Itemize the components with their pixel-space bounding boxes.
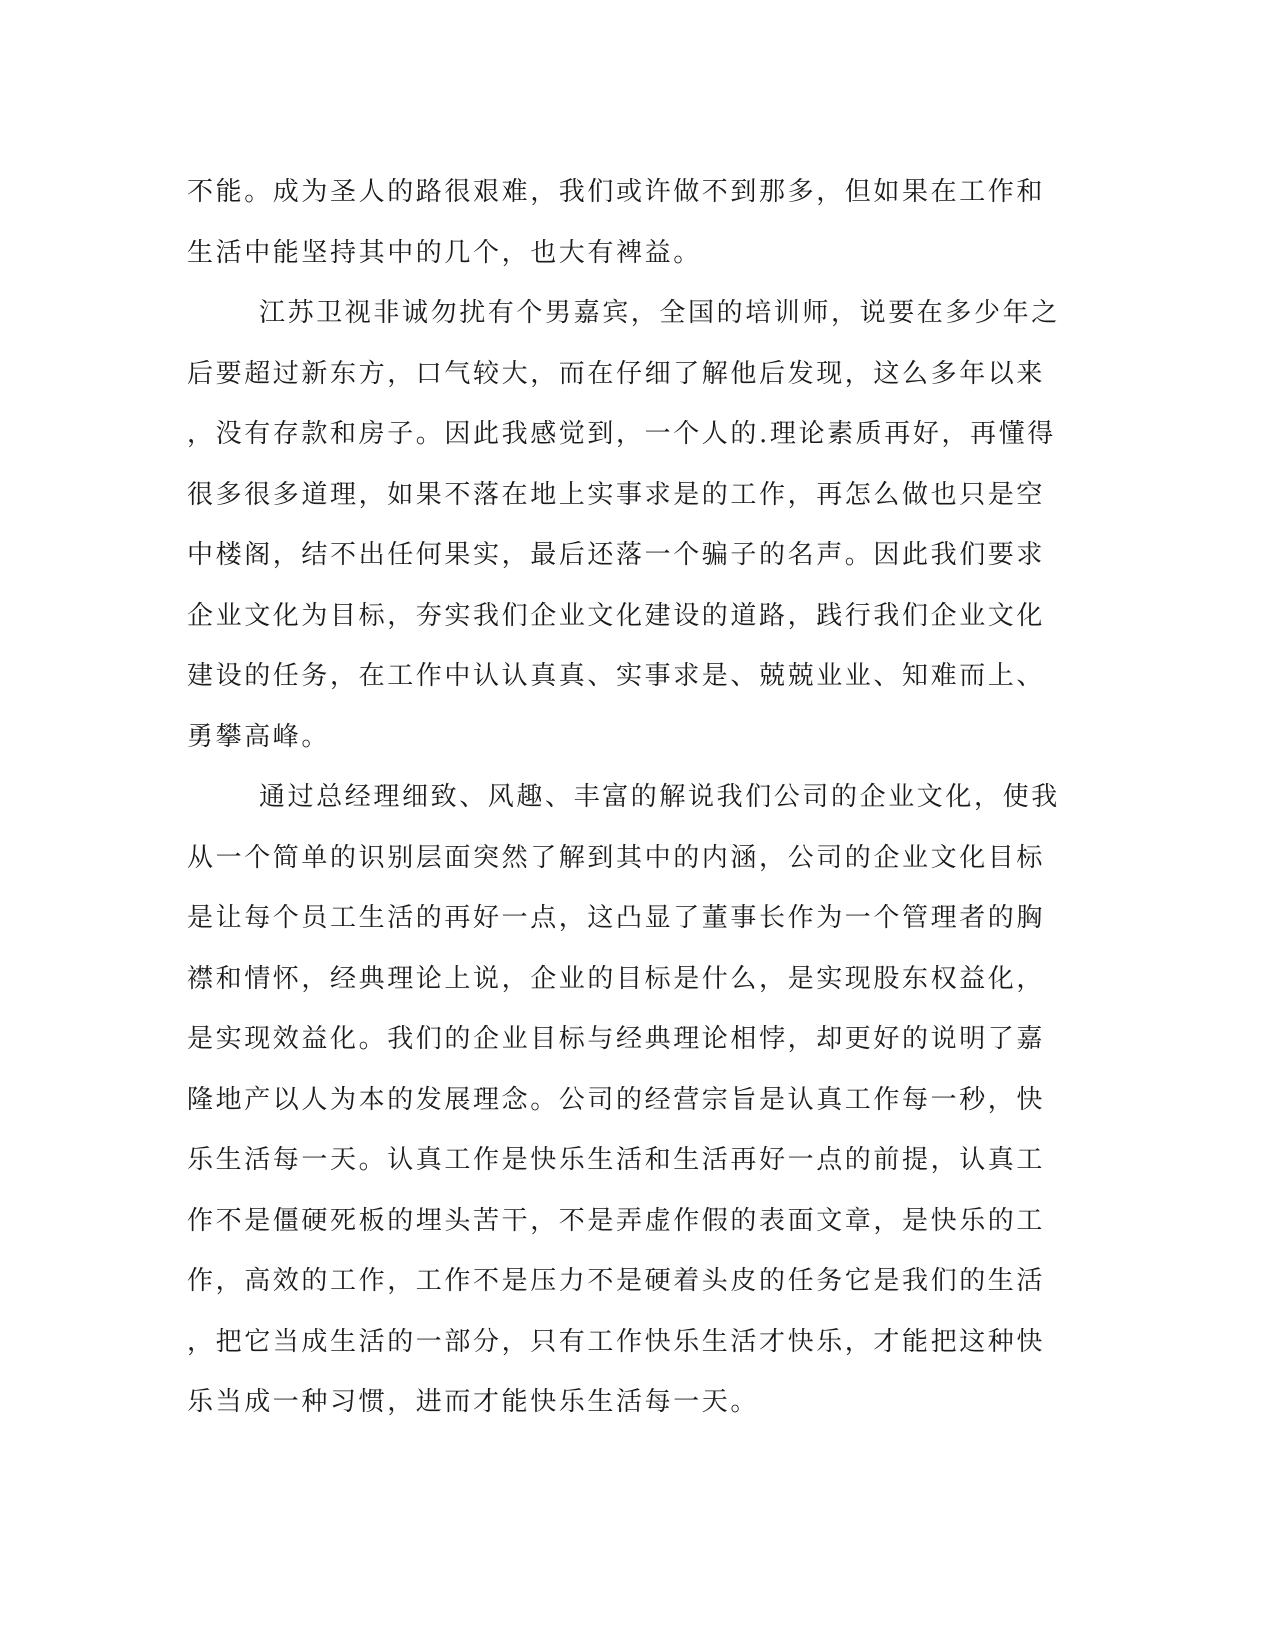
text-line: 江苏卫视非诚勿扰有个男嘉宾，全国的培训师，说要在多少年之	[259, 298, 1060, 328]
text-line: 乐当成一种习惯，进而才能快乐生活每一天。	[187, 1387, 760, 1417]
text-line: 中楼阁，结不出任何果实，最后还落一个骗子的名声。因此我们要求	[187, 540, 1046, 570]
text-line: 是实现效益化。我们的企业目标与经典理论相悖，却更好的说明了嘉	[187, 1024, 1046, 1054]
text-line: 从一个简单的识别层面突然了解到其中的内涵，公司的企业文化目标	[187, 842, 1046, 873]
text-line: 勇攀高峰。	[187, 721, 331, 752]
paragraph-2	[187, 283, 1067, 767]
text-line: 建设的任务，在工作中认认真真、实事求是、兢兢业业、知难而上、	[187, 661, 1046, 691]
text-line: 隆地产以人为本的发展理念。公司的经营宗旨是认真工作每一秒，快	[187, 1084, 1046, 1115]
text-line: 很多很多道理，如果不落在地上实事求是的工作，再怎么做也只是空	[187, 479, 1046, 510]
document-body	[187, 162, 1067, 1433]
text-line: 不能。成为圣人的路很艰难，我们或许做不到那多，但如果在工作和	[187, 177, 1046, 207]
text-line: ，没有存款和房子。因此我感觉到，一个人的.理论素质再好，再懂得	[187, 419, 1056, 449]
text-line: ，把它当成生活的一部分，只有工作快乐生活才快乐，才能把这种快	[187, 1326, 1046, 1357]
text-line: 是让每个员工生活的再好一点，这凸显了董事长作为一个管理者的胸	[187, 903, 1046, 933]
text-line: 企业文化为目标，夯实我们企业文化建设的道路，践行我们企业文化	[187, 600, 1046, 631]
text-line: 后要超过新东方，口气较大，而在仔细了解他后发现，这么多年以来	[187, 358, 1046, 389]
paragraph-1	[187, 162, 1067, 283]
paragraph-3	[187, 767, 1067, 1433]
text-line: 生活中能坚持其中的几个，也大有裨益。	[187, 237, 702, 268]
text-line: 通过总经理细致、风趣、丰富的解说我们公司的企业文化，使我	[259, 782, 1060, 812]
text-line: 乐生活每一天。认真工作是快乐生活和生活再好一点的前提，认真工	[187, 1145, 1046, 1175]
text-line: 作不是僵硬死板的埋头苦干，不是弄虚作假的表面文章，是快乐的工	[187, 1205, 1046, 1236]
text-line: 作，高效的工作，工作不是压力不是硬着头皮的任务它是我们的生活	[187, 1266, 1046, 1296]
text-line: 襟和情怀，经典理论上说，企业的目标是什么，是实现股东权益化，	[187, 963, 1046, 994]
